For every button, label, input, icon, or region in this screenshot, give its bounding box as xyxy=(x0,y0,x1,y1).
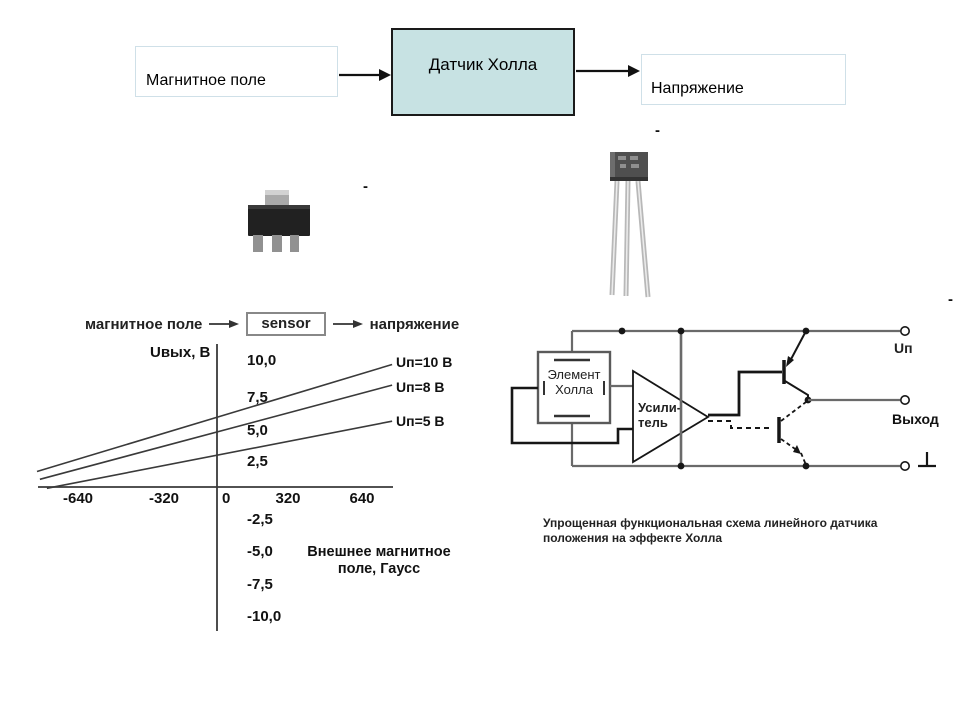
sot89-package-photo xyxy=(240,183,320,258)
output-terminal-label: Выход xyxy=(892,411,939,427)
amplifier-label-1: Усили- xyxy=(638,400,682,415)
magnetic-field-label: Магнитное поле xyxy=(146,72,266,89)
hall-element-label-2: Холла xyxy=(555,382,593,397)
y-tick: 7,5 xyxy=(247,389,268,406)
voltage-box xyxy=(641,54,846,105)
x-axis-label: Внешнее магнитное поле, Гаусс xyxy=(307,544,451,577)
chart-header-target: напряжение xyxy=(369,315,460,333)
y-axis-label: Uвых, В xyxy=(150,344,211,361)
y-tick: 5,0 xyxy=(247,422,268,439)
flow-arrow-2-icon xyxy=(576,62,640,80)
hall-element-label-1: Элемент xyxy=(547,367,601,382)
x-tick: 320 xyxy=(275,490,301,507)
x-tick: -320 xyxy=(148,490,180,507)
flow-arrow-1-icon xyxy=(339,66,391,84)
magnetic-field-box xyxy=(135,46,338,97)
y-tick: -5,0 xyxy=(247,543,273,560)
series-label-5v: Uп=5 В xyxy=(396,413,445,429)
chart-series-lines xyxy=(37,365,392,489)
stray-mark-3: - xyxy=(948,291,953,308)
sensor-chip: sensor xyxy=(246,312,325,336)
chart-header-source: магнитное поле xyxy=(85,315,203,333)
x-tick: 640 xyxy=(349,490,375,507)
y-tick: 2,5 xyxy=(247,453,268,470)
small-arrow-icon xyxy=(333,318,363,330)
small-arrow-icon xyxy=(209,318,239,330)
series-label-8v: Uп=8 В xyxy=(396,379,445,395)
y-tick: -7,5 xyxy=(247,576,273,593)
schematic-caption: Упрощенная функциональная схема линейного датчика положения на эффекте Холла xyxy=(543,516,878,545)
to92-package-photo xyxy=(595,125,675,305)
voltage-label: Напряжение xyxy=(651,80,744,97)
output-terminal xyxy=(901,396,909,404)
stray-mark-1: - xyxy=(363,178,368,195)
x-tick: 0 xyxy=(222,490,231,507)
ground-icon xyxy=(918,452,936,466)
series-label-10v: Uп=10 В xyxy=(396,354,453,370)
x-tick: -640 xyxy=(62,490,94,507)
ground-terminal xyxy=(901,462,909,470)
chart-header-flow xyxy=(85,312,459,336)
y-tick: -10,0 xyxy=(247,608,282,625)
supply-terminal xyxy=(901,327,909,335)
supply-terminal-label: Uп xyxy=(894,340,913,356)
y-tick: -2,5 xyxy=(247,511,273,528)
stray-mark-2: - xyxy=(655,122,660,139)
y-tick: 10,0 xyxy=(247,352,277,369)
hall-sensor-label: Датчик Холла xyxy=(428,55,538,74)
amplifier-label-2: тель xyxy=(638,415,668,430)
hall-sensor-box xyxy=(391,28,575,116)
